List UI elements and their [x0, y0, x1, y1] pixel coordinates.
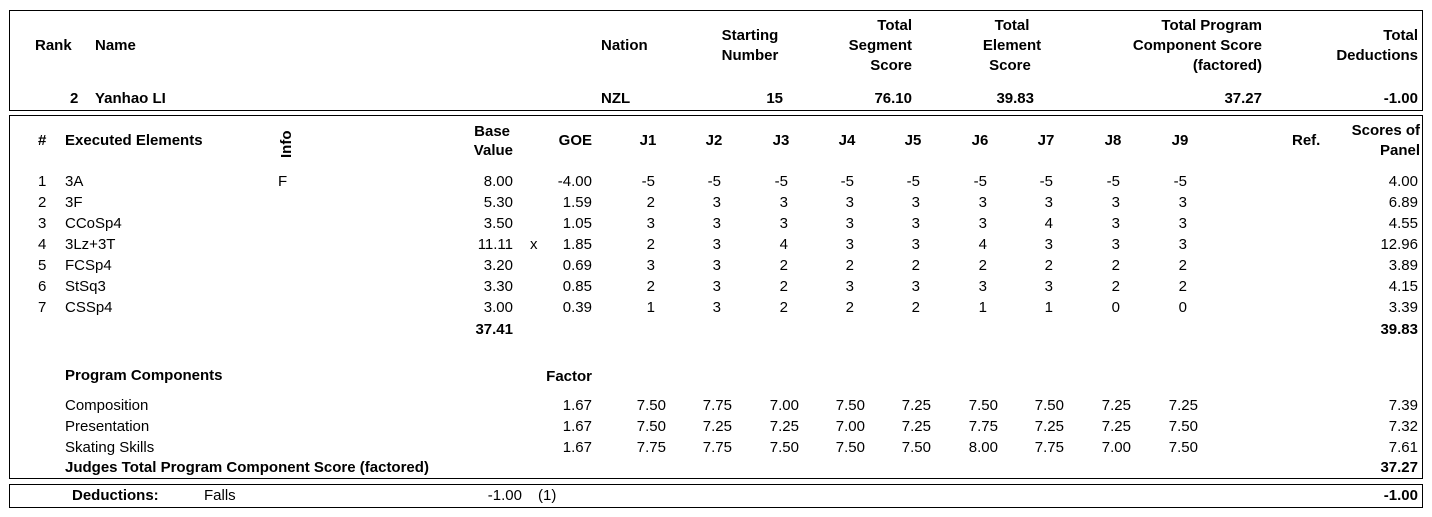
element-judge-score: 3 [845, 236, 854, 253]
element-judge-score: 3 [978, 278, 987, 295]
element-panel-score: 12.96 [1380, 236, 1418, 253]
header-tss-1: Total [877, 17, 912, 34]
component-judge-score: 7.25 [1101, 397, 1131, 414]
header-pcs-2: Component Score [1132, 37, 1262, 54]
score-total: 39.83 [1380, 321, 1418, 338]
deductions-count: (1) [538, 487, 557, 504]
element-judge-score: 2 [1111, 278, 1120, 295]
element-judge-score: 3 [646, 257, 655, 274]
element-judge-score: 4 [978, 236, 987, 253]
header-ref: Ref. [1292, 132, 1321, 149]
element-judge-score: 3 [845, 194, 854, 211]
element-name: StSq3 [65, 278, 106, 295]
element-judge-score: 3 [978, 194, 987, 211]
component-score: 7.61 [1388, 439, 1418, 456]
component-judge-score: 7.50 [835, 439, 865, 456]
element-judge-score: 2 [779, 257, 788, 274]
element-judge-score: 3 [712, 236, 721, 253]
component-judge-score: 7.50 [1168, 439, 1198, 456]
summary-rank: 2 [70, 90, 79, 107]
header-judge-6: J6 [971, 132, 989, 149]
component-judge-score: 7.50 [901, 439, 931, 456]
element-num: 7 [38, 299, 47, 316]
element-base-value: 5.30 [483, 194, 513, 211]
header-tss-2: Segment [848, 37, 912, 54]
deductions-label: Deductions: [72, 487, 159, 504]
element-judge-score: 2 [911, 299, 920, 316]
component-judge-score: 7.75 [1034, 439, 1064, 456]
header-starting-number-2: Number [721, 47, 779, 64]
summary-tes: 39.83 [996, 90, 1034, 107]
element-judge-score: 3 [779, 215, 788, 232]
header-tes-1: Total [994, 17, 1030, 34]
element-goe: 1.05 [562, 215, 592, 232]
element-name: CCoSp4 [65, 215, 122, 232]
element-panel-score: 3.89 [1388, 257, 1418, 274]
element-judge-score: 3 [1044, 194, 1053, 211]
component-name: Skating Skills [65, 439, 155, 456]
element-base-value: 3.50 [483, 215, 513, 232]
summary-nation: NZL [601, 90, 631, 107]
element-judge-score: 3 [845, 278, 854, 295]
header-goe: GOE [558, 132, 592, 149]
header-nation: Nation [601, 37, 648, 54]
element-judge-score: 3 [1044, 278, 1053, 295]
component-judge-score: 7.50 [1168, 418, 1198, 435]
element-judge-score: 3 [1044, 236, 1053, 253]
header-starting-number-1: Starting [721, 27, 779, 44]
element-goe: 0.39 [562, 299, 592, 316]
components-total-label: Judges Total Program Component Score (factored) [65, 459, 429, 476]
element-base-value: 3.20 [483, 257, 513, 274]
summary-pcs: 37.27 [1224, 90, 1262, 107]
element-judge-score: -5 [973, 173, 987, 190]
element-judge-score: 3 [779, 194, 788, 211]
header-judge-9: J9 [1171, 132, 1189, 149]
header-name: Name [95, 37, 136, 54]
header-num: # [38, 132, 47, 149]
element-panel-score: 4.15 [1388, 278, 1418, 295]
element-judge-score: 3 [911, 215, 920, 232]
component-name: Presentation [65, 418, 150, 435]
header-judge-3: J3 [772, 132, 790, 149]
element-judge-score: 3 [1111, 194, 1120, 211]
element-judge-score: 2 [779, 278, 788, 295]
element-judge-score: 3 [1111, 236, 1120, 253]
element-judge-score: 2 [978, 257, 987, 274]
header-base-2: Value [473, 142, 513, 159]
component-judge-score: 7.25 [901, 397, 931, 414]
element-panel-score: 4.00 [1388, 173, 1418, 190]
element-num: 3 [38, 215, 47, 232]
header-tss-3: Score [870, 57, 912, 74]
element-panel-score: 6.89 [1388, 194, 1418, 211]
element-name: FCSp4 [65, 257, 112, 274]
header-judge-1: J1 [639, 132, 657, 149]
element-judge-score: -5 [1173, 173, 1187, 190]
element-judge-score: 0 [1178, 299, 1187, 316]
element-judge-score: 3 [1111, 215, 1120, 232]
component-judge-score: 7.50 [1034, 397, 1064, 414]
element-judge-score: -5 [906, 173, 920, 190]
component-judge-score: 7.75 [702, 439, 732, 456]
element-judge-score: 3 [1178, 194, 1187, 211]
element-name: 3Lz+3T [65, 236, 116, 253]
header-judge-4: J4 [838, 132, 856, 149]
element-judge-score: 2 [1111, 257, 1120, 274]
component-judge-score: 7.75 [968, 418, 998, 435]
element-bonus-marker: x [530, 236, 538, 253]
element-judge-score: 4 [1044, 215, 1053, 232]
component-judge-score: 7.00 [835, 418, 865, 435]
component-judge-score: 7.50 [636, 418, 666, 435]
element-goe: 1.59 [562, 194, 592, 211]
element-judge-score: 3 [712, 257, 721, 274]
element-judge-score: 3 [911, 236, 920, 253]
element-judge-score: 3 [712, 215, 721, 232]
header-pcs-1: Total Program [1161, 17, 1262, 34]
element-judge-score: 2 [779, 299, 788, 316]
element-judge-score: 1 [1044, 299, 1053, 316]
element-judge-score: 2 [911, 257, 920, 274]
element-judge-score: 2 [1178, 257, 1187, 274]
element-info: F [278, 173, 288, 190]
element-panel-score: 4.55 [1388, 215, 1418, 232]
element-judge-score: -5 [1106, 173, 1120, 190]
element-judge-score: 3 [646, 215, 655, 232]
header-judge-7: J7 [1037, 132, 1055, 149]
element-judge-score: 3 [1178, 215, 1187, 232]
element-judge-score: 2 [1178, 278, 1187, 295]
element-judge-score: 2 [845, 257, 854, 274]
header-base-1: Base [474, 123, 510, 140]
summary-name: Yanhao LI [95, 90, 166, 107]
element-judge-score: 3 [911, 278, 920, 295]
element-judge-score: 2 [1044, 257, 1053, 274]
component-score: 7.39 [1388, 397, 1418, 414]
component-judge-score: 7.25 [901, 418, 931, 435]
element-base-value: 3.00 [483, 299, 513, 316]
element-num: 5 [38, 257, 47, 274]
summary-starting-number: 15 [766, 90, 783, 107]
element-num: 2 [38, 194, 47, 211]
component-judge-score: 8.00 [968, 439, 998, 456]
element-judge-score: 3 [911, 194, 920, 211]
deductions-type: Falls [204, 487, 236, 504]
header-ded-2: Deductions [1336, 47, 1418, 64]
header-tes-3: Score [989, 57, 1031, 74]
element-judge-score: 1 [978, 299, 987, 316]
base-total: 37.41 [475, 321, 513, 338]
element-goe: 0.85 [562, 278, 592, 295]
header-judge-8: J8 [1104, 132, 1122, 149]
element-goe: 0.69 [562, 257, 592, 274]
element-judge-score: 2 [646, 236, 655, 253]
deductions-value: -1.00 [487, 487, 522, 504]
element-judge-score: 3 [712, 194, 721, 211]
component-name: Composition [65, 397, 149, 414]
header-scores-2: Panel [1379, 142, 1420, 159]
element-judge-score: -5 [774, 173, 788, 190]
element-judge-score: 4 [779, 236, 788, 253]
element-goe: -4.00 [557, 173, 592, 190]
summary-tss: 76.10 [874, 90, 912, 107]
deductions-total: -1.00 [1383, 487, 1418, 504]
header-judge-2: J2 [705, 132, 723, 149]
component-factor: 1.67 [562, 418, 592, 435]
component-judge-score: 7.50 [835, 397, 865, 414]
component-judge-score: 7.50 [636, 397, 666, 414]
element-judge-score: 2 [646, 194, 655, 211]
header-judge-5: J5 [904, 132, 922, 149]
element-num: 6 [38, 278, 47, 295]
component-judge-score: 7.50 [769, 439, 799, 456]
component-judge-score: 7.25 [1101, 418, 1131, 435]
header-ded-1: Total [1383, 27, 1418, 44]
element-judge-score: -5 [707, 173, 721, 190]
components-total: 37.27 [1380, 459, 1418, 476]
element-judge-score: -5 [1039, 173, 1053, 190]
component-judge-score: 7.50 [968, 397, 998, 414]
component-judge-score: 7.25 [769, 418, 799, 435]
factor-label: Factor [546, 368, 592, 385]
component-judge-score: 7.00 [1101, 439, 1131, 456]
element-judge-score: 3 [1178, 236, 1187, 253]
element-name: 3F [65, 194, 83, 211]
component-judge-score: 7.25 [1034, 418, 1064, 435]
element-name: CSSp4 [65, 299, 113, 316]
header-pcs-3: (factored) [1192, 57, 1262, 74]
element-judge-score: 2 [646, 278, 655, 295]
element-goe: 1.85 [562, 236, 592, 253]
element-panel-score: 3.39 [1388, 299, 1418, 316]
element-judge-score: 3 [712, 278, 721, 295]
component-factor: 1.67 [562, 397, 592, 414]
element-base-value: 3.30 [483, 278, 513, 295]
element-judge-score: 3 [978, 215, 987, 232]
element-judge-score: 0 [1111, 299, 1120, 316]
component-judge-score: 7.25 [702, 418, 732, 435]
header-executed: Executed Elements [65, 132, 203, 149]
element-name: 3A [65, 173, 84, 190]
element-base-value: 8.00 [483, 173, 513, 190]
component-judge-score: 7.25 [1168, 397, 1198, 414]
element-judge-score: -5 [641, 173, 655, 190]
element-judge-score: -5 [840, 173, 854, 190]
component-judge-score: 7.75 [636, 439, 666, 456]
element-judge-score: 3 [712, 299, 721, 316]
header-rank: Rank [35, 37, 72, 54]
header-info: Info [278, 130, 295, 158]
element-num: 4 [38, 236, 47, 253]
summary-ded: -1.00 [1383, 90, 1418, 107]
element-judge-score: 3 [845, 215, 854, 232]
component-judge-score: 7.75 [702, 397, 732, 414]
element-judge-score: 2 [845, 299, 854, 316]
element-judge-score: 1 [646, 299, 655, 316]
element-base-value: 11.11 [477, 236, 513, 253]
header-scores-1: Scores of [1351, 122, 1420, 139]
component-factor: 1.67 [562, 439, 592, 456]
element-num: 1 [38, 173, 47, 190]
component-score: 7.32 [1388, 418, 1418, 435]
component-judge-score: 7.00 [769, 397, 799, 414]
components-title: Program Components [65, 367, 223, 384]
header-tes-2: Element [982, 37, 1042, 54]
